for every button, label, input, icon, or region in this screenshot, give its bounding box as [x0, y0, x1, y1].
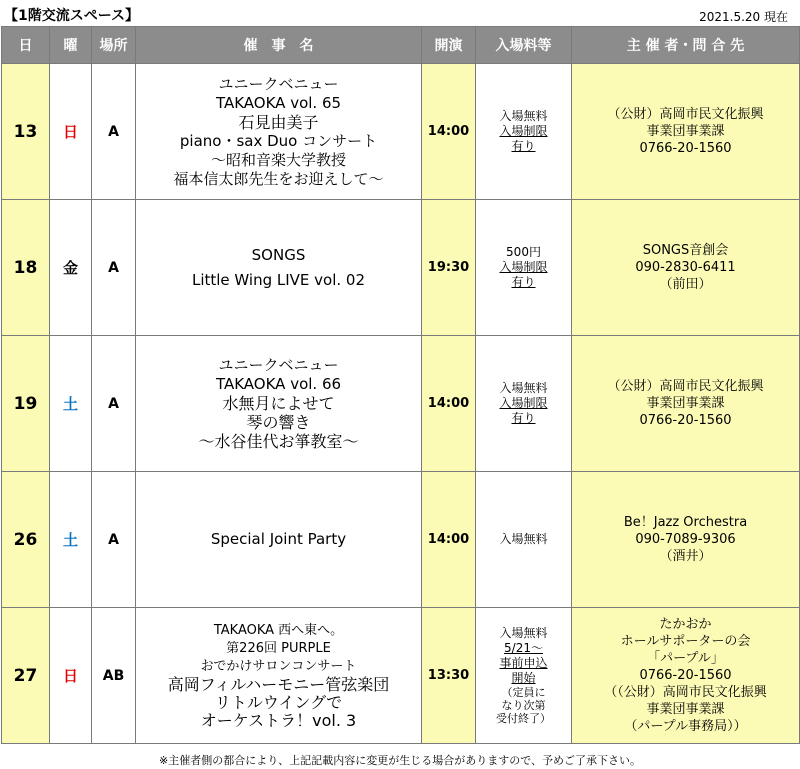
fee-cell — [476, 472, 572, 608]
fee-note-line: （定員に — [501, 686, 546, 699]
event-line: TAKAOKA 西へ東へ。 — [213, 622, 344, 638]
organizer-cell — [572, 336, 800, 472]
col-header-day: 日 — [2, 27, 50, 64]
fee-line: 開始 — [511, 671, 536, 685]
organizer-line: 090-7089-9306 — [635, 532, 736, 547]
day-cell: 27 — [2, 608, 50, 744]
event-line: 高岡フィルハーモニー管弦楽団 — [167, 674, 390, 694]
start-time-cell: 14:00 — [422, 336, 476, 472]
organizer-line: Be！Jazz Orchestra — [623, 515, 748, 530]
place-cell: A — [92, 336, 136, 472]
event-line: ユニークベニュー — [218, 356, 339, 374]
fee-cell — [476, 64, 572, 200]
event-line: 第226回 PURPLE — [226, 640, 331, 656]
place-cell: A — [92, 472, 136, 608]
place-cell: A — [92, 200, 136, 336]
organizer-cell — [572, 64, 800, 200]
fee-line: 入場無料 — [499, 381, 548, 395]
fee-line: 有り — [511, 411, 536, 425]
fee-line: 有り — [511, 139, 536, 153]
organizer-line: SONGS音創会 — [642, 243, 729, 258]
table-row — [2, 608, 800, 744]
fee-line: 入場無料 — [499, 109, 548, 123]
event-line: 福本信太郎先生をお迎えして～ — [173, 169, 384, 188]
event-cell — [136, 608, 422, 744]
event-line: TAKAOKA vol. 66 — [215, 375, 342, 393]
organizer-line: 事業団事業課 — [646, 702, 725, 717]
fee-line: 入場無料 — [499, 532, 548, 546]
day-cell: 19 — [2, 336, 50, 472]
top-bar — [0, 0, 800, 26]
organizer-line: （（公財）高岡市民文化振興 — [604, 685, 767, 700]
event-line: Special Joint Party — [210, 530, 347, 548]
event-line: 琴の響き — [246, 413, 311, 432]
fee-note-line: 受付終了） — [496, 712, 551, 725]
organizer-line: 0766-20-1560 — [639, 141, 732, 156]
event-line: Little Wing LIVE vol. 02 — [191, 270, 366, 289]
organizer-line: 0766-20-1560 — [639, 668, 732, 683]
event-line: オーケストラ！vol. 3 — [200, 710, 357, 730]
table-row — [2, 64, 800, 200]
organizer-cell — [572, 608, 800, 744]
organizer-line: 事業団事業課 — [646, 396, 725, 411]
header-row — [2, 27, 800, 64]
event-cell — [136, 336, 422, 472]
col-header-place: 場所 — [92, 27, 136, 64]
event-line: 石見由美子 — [238, 112, 319, 132]
col-header-event: 催 事 名 — [136, 27, 422, 64]
event-line: piano・sax Duo コンサート — [179, 131, 378, 150]
fee-cell — [476, 336, 572, 472]
place-cell: A — [92, 64, 136, 200]
organizer-cell — [572, 472, 800, 608]
fee-line: 有り — [511, 275, 536, 289]
day-cell: 13 — [2, 64, 50, 200]
event-line: ～昭和音楽大学教授 — [210, 150, 346, 169]
start-time-cell: 14:00 — [422, 64, 476, 200]
weekday-cell: 金 — [50, 200, 92, 336]
weekday-cell: 日 — [50, 64, 92, 200]
schedule-table — [1, 26, 800, 744]
table-row — [2, 472, 800, 608]
fee-line: 入場無料 — [499, 626, 548, 640]
start-time-cell: 19:30 — [422, 200, 476, 336]
fee-line: 入場制限 — [499, 396, 548, 410]
event-line: SONGS — [251, 245, 306, 264]
footnote: ※主催者側の都合により、上記記載内容に変更が生じる場合がありますので、予めご了承下さい。 — [159, 754, 641, 767]
day-cell: 26 — [2, 472, 50, 608]
col-header-weekday: 曜 — [50, 27, 92, 64]
table-row — [2, 200, 800, 336]
organizer-line: （酒井） — [659, 549, 712, 564]
fee-line: 事前申込 — [499, 656, 548, 670]
event-line: ユニークベニュー — [218, 74, 339, 93]
organizer-line: たかおか — [659, 617, 712, 632]
section-title: 【1階交流スペース】 — [4, 8, 140, 24]
event-line: ～水谷佳代お箏教室～ — [198, 432, 359, 451]
fee-line: 入場制限 — [499, 124, 548, 138]
fee-line: 5/21～ — [504, 641, 543, 655]
organizer-line: 事業団事業課 — [646, 124, 725, 139]
event-line: TAKAOKA vol. 65 — [215, 93, 342, 112]
start-time-cell: 13:30 — [422, 608, 476, 744]
fee-cell — [476, 200, 572, 336]
fee-line: 500円 — [506, 245, 541, 259]
organizer-line: 090-2830-6411 — [635, 260, 736, 275]
col-header-start: 開演 — [422, 27, 476, 64]
event-cell — [136, 200, 422, 336]
organizer-line: （前田） — [659, 277, 712, 292]
event-line: おでかけサロンコンサート — [200, 658, 357, 674]
place-cell: AB — [92, 608, 136, 744]
organizer-line: （パープル事務局）） — [624, 719, 747, 734]
col-header-fee: 入場料等 — [476, 27, 572, 64]
day-cell: 18 — [2, 200, 50, 336]
start-time-cell: 14:00 — [422, 472, 476, 608]
fee-cell — [476, 608, 572, 744]
event-cell — [136, 472, 422, 608]
as-of-date: 2021.5.20 現在 — [699, 10, 788, 24]
weekday-cell: 土 — [50, 472, 92, 608]
col-header-organizer: 主 催 者・問 合 先 — [572, 27, 800, 64]
event-line: リトルウイングで — [214, 692, 343, 712]
event-line: 水無月によせて — [222, 394, 335, 413]
organizer-line: 0766-20-1560 — [639, 413, 732, 428]
organizer-line: ホールサポーターの会 — [620, 634, 751, 649]
fee-note-line: なり次第 — [501, 699, 546, 712]
event-cell — [136, 64, 422, 200]
fee-line: 入場制限 — [499, 260, 548, 274]
organizer-cell — [572, 200, 800, 336]
weekday-cell: 日 — [50, 608, 92, 744]
weekday-cell: 土 — [50, 336, 92, 472]
table-row — [2, 336, 800, 472]
organizer-line: （公財）高岡市民文化振興 — [607, 107, 764, 122]
organizer-line: 「パープル」 — [647, 651, 724, 666]
organizer-line: （公財）高岡市民文化振興 — [607, 379, 764, 394]
